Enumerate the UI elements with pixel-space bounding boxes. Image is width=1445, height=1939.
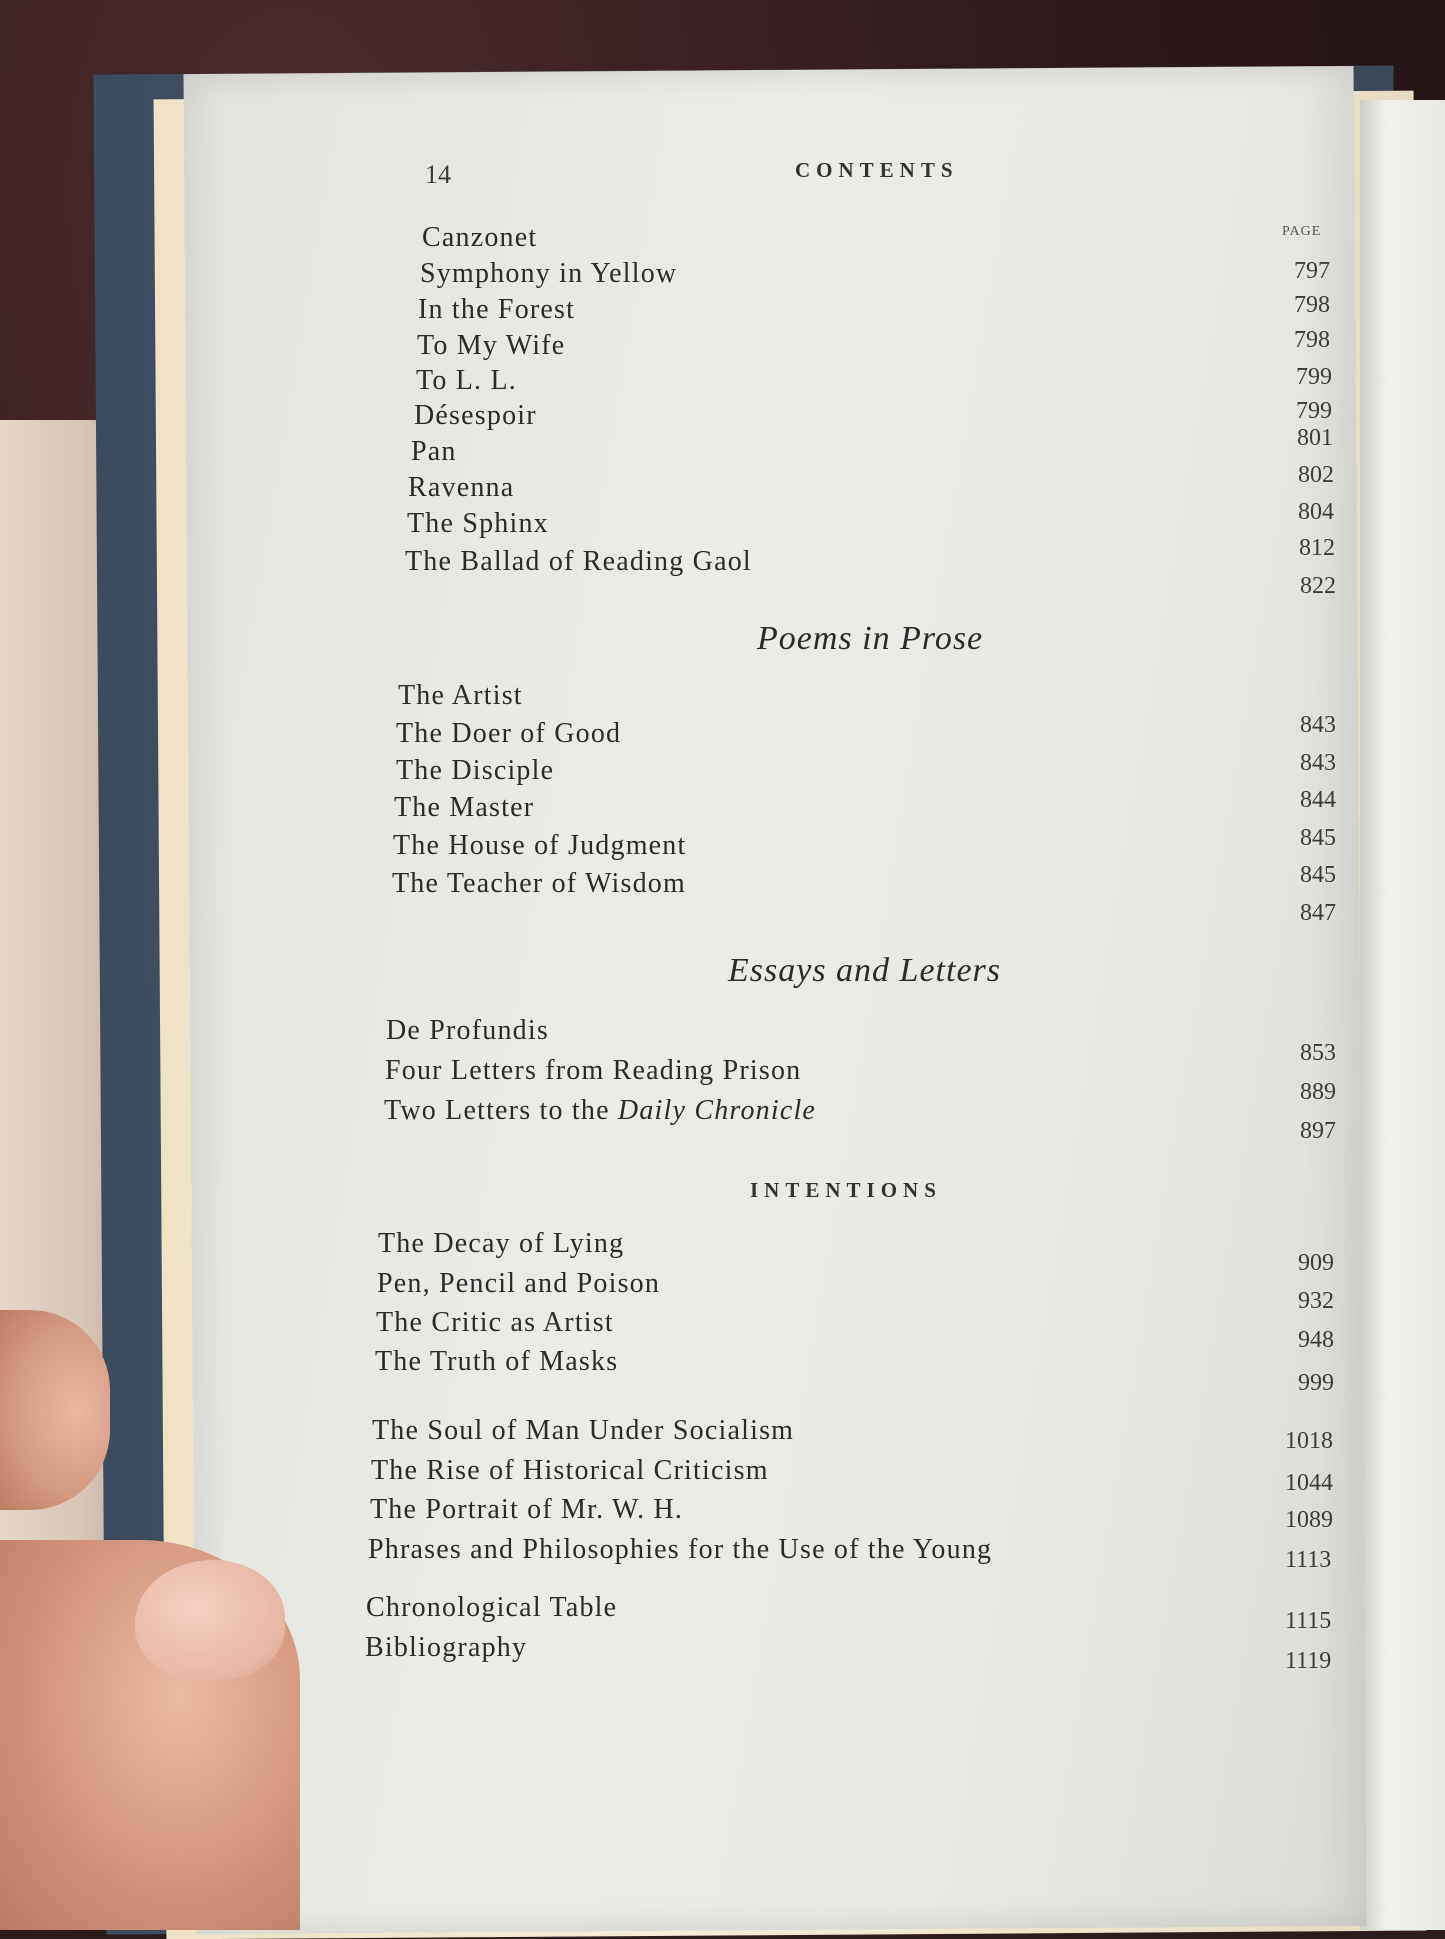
toc-entry: To My Wife xyxy=(417,330,566,361)
toc-entry: The Decay of Lying xyxy=(378,1228,625,1259)
toc-page-number: 844 xyxy=(1300,787,1336,813)
toc-page-number: 798 xyxy=(1294,327,1330,353)
toc-entry: Four Letters from Reading Prison xyxy=(385,1055,802,1086)
toc-entry: The Disciple xyxy=(396,755,555,786)
toc-page-number: 812 xyxy=(1299,535,1335,561)
toc-page-number: 843 xyxy=(1300,750,1336,776)
toc-page-number: 932 xyxy=(1298,1288,1334,1314)
toc-page-number: 909 xyxy=(1298,1250,1334,1276)
toc-entry: The Rise of Historical Criticism xyxy=(371,1455,769,1486)
toc-page-number: 802 xyxy=(1298,462,1334,488)
section-heading: INTENTIONS xyxy=(750,1178,942,1202)
toc-page-number: 799 xyxy=(1296,364,1332,390)
toc-entry: Ravenna xyxy=(408,472,515,503)
toc-entry: The Doer of Good xyxy=(396,718,622,749)
toc-entry: The Artist xyxy=(398,680,523,711)
toc-page-number: 799 xyxy=(1296,398,1332,424)
toc-entry: Désespoir xyxy=(414,400,537,431)
entry-text: Two Letters to the xyxy=(384,1095,618,1126)
toc-page-number: 889 xyxy=(1300,1079,1336,1105)
toc-entry: Phrases and Philosophies for the Use of the Young xyxy=(368,1534,993,1565)
toc-entry: The Soul of Man Under Socialism xyxy=(372,1415,795,1446)
page-column-label: PAGE xyxy=(1282,224,1322,239)
toc-page-number: 1089 xyxy=(1285,1507,1333,1533)
toc-entry: The House of Judgment xyxy=(393,830,687,861)
thumbnail xyxy=(135,1560,285,1680)
toc-entry: Chronological Table xyxy=(366,1592,618,1623)
toc-entry: In the Forest xyxy=(418,294,576,325)
toc-page-number: 847 xyxy=(1300,900,1336,926)
entry-italic-text: Daily Chronicle xyxy=(617,1095,817,1126)
toc-entry: The Teacher of Wisdom xyxy=(392,868,686,899)
toc-page-number: 1044 xyxy=(1285,1470,1333,1496)
toc-page-number: 999 xyxy=(1298,1370,1334,1396)
book-page xyxy=(184,66,1367,1934)
toc-entry: De Profundis xyxy=(386,1015,549,1046)
toc-entry: The Truth of Masks xyxy=(375,1346,619,1377)
toc-entry: Pen, Pencil and Poison xyxy=(377,1268,661,1299)
toc-entry: The Ballad of Reading Gaol xyxy=(405,546,752,577)
toc-page-number: 843 xyxy=(1300,712,1336,738)
toc-page-number: 897 xyxy=(1300,1118,1336,1144)
toc-entry: Pan xyxy=(411,436,457,467)
toc-page-number: 1119 xyxy=(1285,1648,1332,1674)
toc-page-number: 801 xyxy=(1297,425,1333,451)
toc-entry: The Portrait of Mr. W. H. xyxy=(370,1494,684,1525)
toc-page-number: 1113 xyxy=(1285,1547,1332,1573)
section-heading: Essays and Letters xyxy=(728,952,1001,989)
toc-page-number: 845 xyxy=(1300,862,1336,888)
toc-entry: The Sphinx xyxy=(407,508,549,539)
page-number: 14 xyxy=(425,160,451,189)
toc-entry: Canzonet xyxy=(422,222,538,253)
toc-entry: The Master xyxy=(394,792,535,823)
toc-entry: Bibliography xyxy=(365,1632,528,1663)
toc-page-number: 797 xyxy=(1294,258,1330,284)
toc-page-number: 948 xyxy=(1298,1327,1334,1353)
facing-page xyxy=(1360,100,1445,1930)
section-heading: Poems in Prose xyxy=(757,620,984,657)
page-title: CONTENTS xyxy=(795,158,959,182)
toc-entry xyxy=(384,1095,816,1127)
toc-page-number: 822 xyxy=(1300,573,1336,599)
toc-page-number: 1115 xyxy=(1285,1608,1332,1634)
toc-entry: The Critic as Artist xyxy=(376,1307,614,1338)
toc-page-number: 845 xyxy=(1300,825,1336,851)
toc-page-number: 804 xyxy=(1298,499,1334,525)
toc-entry: Symphony in Yellow xyxy=(420,258,678,289)
toc-entry: To L. L. xyxy=(416,365,517,396)
toc-page-number: 798 xyxy=(1294,292,1330,318)
toc-page-number: 1018 xyxy=(1285,1428,1333,1454)
toc-page-number: 853 xyxy=(1300,1040,1336,1066)
